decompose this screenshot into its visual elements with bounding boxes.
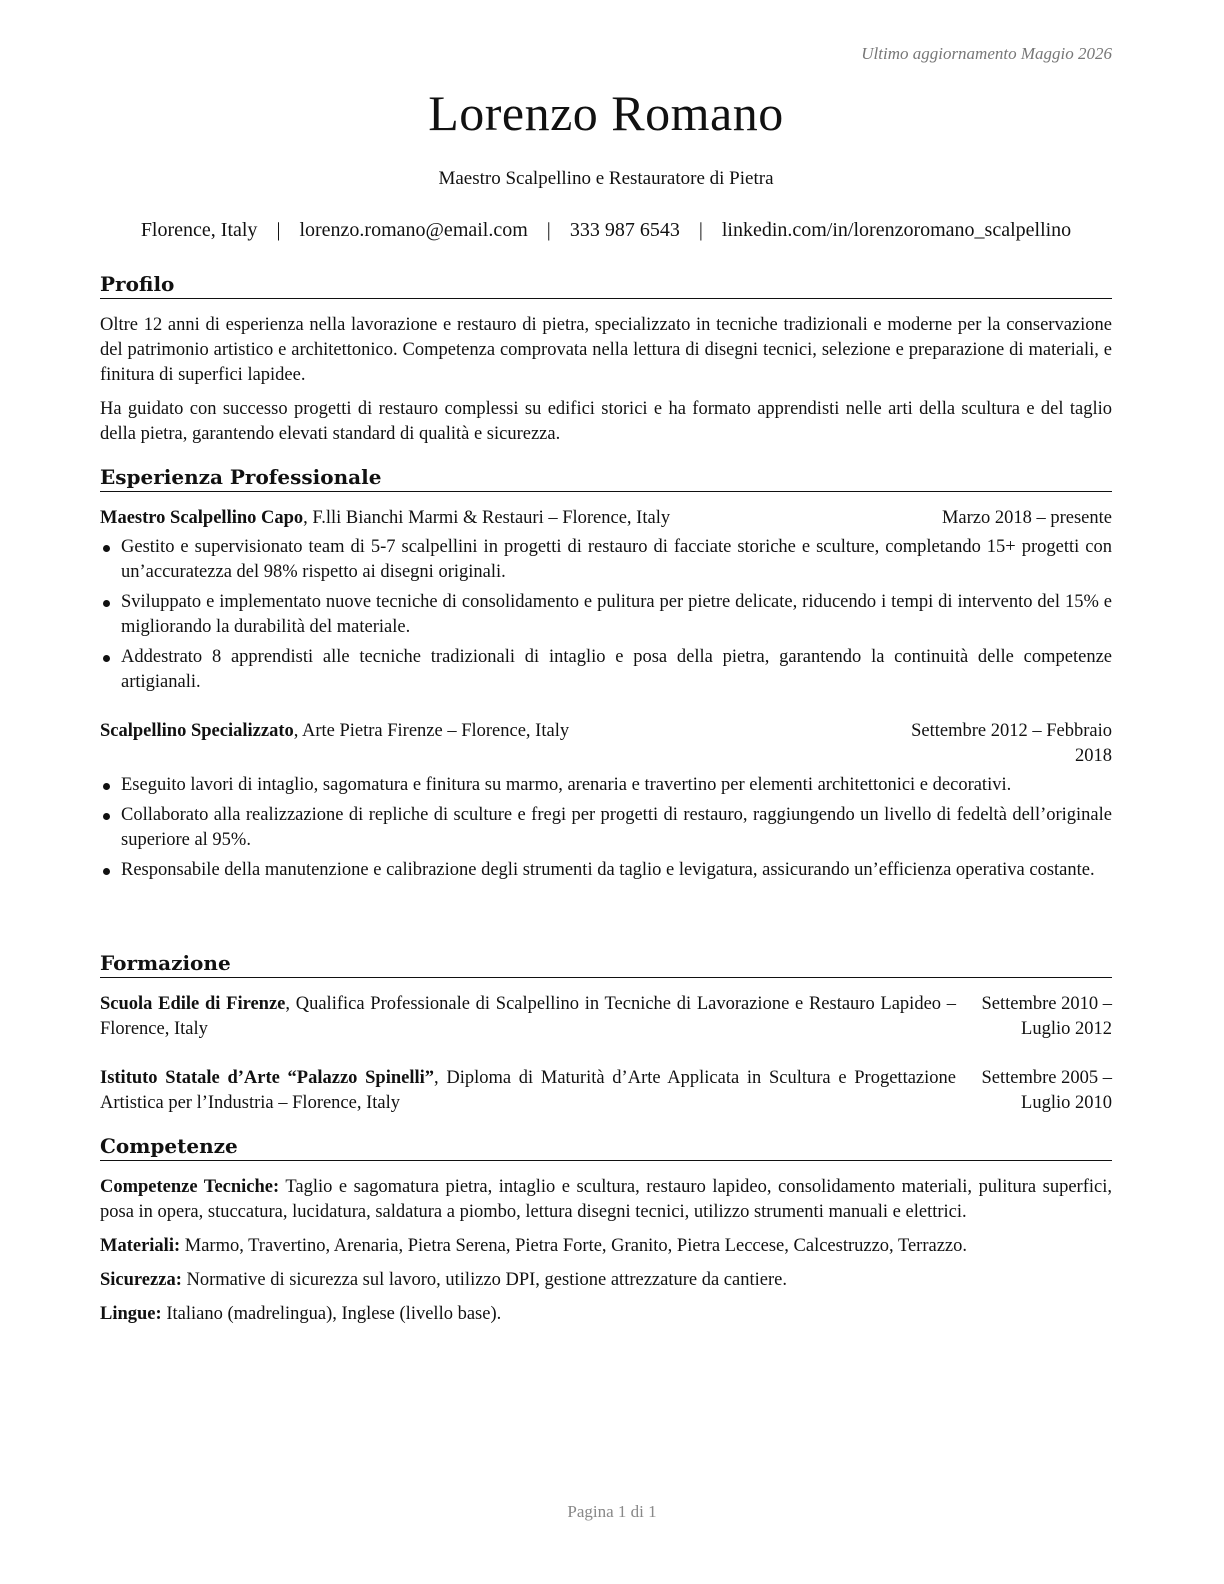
contact-linkedin[interactable]: linkedin.com/in/lorenzoromano_scalpellino bbox=[721, 219, 1072, 241]
page-number: Pagina 1 di 1 bbox=[567, 1502, 657, 1521]
profile-section bbox=[100, 271, 1112, 447]
job-company: , Arte Pietra Firenze – Florence, Italy bbox=[293, 721, 570, 741]
education-dates: Settembre 2005 – Luglio 2010 bbox=[981, 1068, 1112, 1113]
section-title-profile: Profilo bbox=[100, 271, 1112, 299]
contact-location: Florence, Italy bbox=[140, 219, 258, 241]
contact-phone[interactable]: 333 987 6543 bbox=[569, 219, 680, 241]
education-section bbox=[100, 950, 1112, 1116]
skills-section bbox=[100, 1133, 1112, 1327]
contact-separator: | bbox=[546, 219, 551, 241]
bullet-icon bbox=[103, 868, 110, 875]
bullet-icon bbox=[103, 783, 110, 790]
education-school: Istituto Statale d’Arte “Palazzo Spinelli” bbox=[100, 1068, 434, 1088]
bullet-icon bbox=[103, 600, 110, 607]
candidate-title: Maestro Scalpellino e Restauratore di Pietra bbox=[438, 168, 774, 189]
skill-line bbox=[100, 1175, 1112, 1225]
skill-text: Normative di sicurezza sul lavoro, utilizzo DPI, gestione attrezzature da cantiere. bbox=[181, 1270, 787, 1290]
skill-label: Sicurezza: bbox=[100, 1270, 182, 1290]
job-bullet: Responsabile della manutenzione e calibrazione degli strumenti da taglio e levigatura, assicurando un’efficienza operativa costante. bbox=[100, 858, 1112, 883]
job-role: Scalpellino Specializzato bbox=[100, 721, 294, 741]
experience-section bbox=[100, 464, 1112, 883]
last-updated: Ultimo aggiornamento Maggio 2026 bbox=[861, 44, 1112, 63]
skill-line bbox=[100, 1302, 1112, 1327]
contact-separator: | bbox=[698, 219, 703, 241]
section-title-experience: Esperienza Professionale bbox=[100, 464, 1112, 492]
bullet-icon bbox=[103, 813, 110, 820]
job-heading bbox=[100, 719, 872, 744]
job-bullet: Sviluppato e implementato nuove tecniche di consolidamento e pulitura per pietre delicate, riducendo i tempi di intervento del 15% e migliorando la durabilità del materiale. bbox=[100, 590, 1112, 640]
education-dates: Settembre 2010 – Luglio 2012 bbox=[981, 994, 1112, 1039]
education-detail: , Diploma di Maturità d’Arte Applicata in Scultura e Progettazione Artistica per l’Industria – Florence, Italy bbox=[100, 1068, 956, 1113]
education-school: Scuola Edile di Firenze bbox=[100, 994, 286, 1014]
job-heading bbox=[100, 506, 942, 531]
section-title-education: Formazione bbox=[100, 950, 1112, 978]
education-detail: , Qualifica Professionale di Scalpellino in Tecniche di Lavorazione e Restauro Lapideo – Florence, Italy bbox=[100, 994, 957, 1039]
skill-label: Competenze Tecniche: bbox=[100, 1177, 280, 1197]
skill-text: Taglio e sagomatura pietra, intaglio e scultura, restauro lapideo, consolidamento materiali, pulitura superfici, posa in opera, stuccatura, lucidatura, saldatura a piombo, lettura disegni tecnici, utilizzo strumenti manuali e elettrici. bbox=[100, 1177, 1112, 1222]
contact-separator: | bbox=[276, 219, 281, 241]
job-bullet: Eseguito lavori di intaglio, sagomatura e finitura su marmo, arenaria e travertino per elementi architettonici e decorativi. bbox=[100, 773, 1112, 798]
profile-paragraph: Ha guidato con successo progetti di restauro complessi su edifici storici e ha formato apprendisti nelle arti della scultura e del taglio della pietra, garantendo elevati standard di qualità e sicurezza. bbox=[100, 399, 1112, 444]
contact-line bbox=[80, 219, 1132, 242]
skill-text: Italiano (madrelingua), Inglese (livello base). bbox=[161, 1304, 502, 1324]
education-entry bbox=[100, 1066, 1112, 1116]
profile-paragraph: Oltre 12 anni di esperienza nella lavorazione e restauro di pietra, specializzato in tecniche tradizionali e moderne per la conservazione del patrimonio artistico e architettonico. Competenza comprovata nella lettura di disegni tecnici, selezione e preparazione di materiali, e finitura di superfici lapidee. bbox=[100, 315, 1112, 385]
skill-line bbox=[100, 1268, 1112, 1293]
bullet-icon bbox=[103, 545, 110, 552]
job-role: Maestro Scalpellino Capo bbox=[100, 508, 304, 528]
bullet-icon bbox=[103, 655, 110, 662]
candidate-name: Lorenzo Romano bbox=[428, 85, 784, 141]
skill-text: Marmo, Travertino, Arenaria, Pietra Serena, Pietra Forte, Granito, Pietra Leccese, Calcestruzzo, Terrazzo. bbox=[180, 1236, 968, 1256]
skill-label: Materiali: bbox=[100, 1236, 181, 1256]
job-company: , F.lli Bianchi Marmi & Restauri – Florence, Italy bbox=[303, 508, 671, 528]
education-entry bbox=[100, 992, 1112, 1042]
job-entry bbox=[100, 506, 1112, 695]
job-bullet: Collaborato alla realizzazione di repliche di sculture e fregi per progetti di restauro, raggiungendo un livello di fedeltà dell’originale superiore al 95%. bbox=[100, 803, 1112, 853]
skill-label: Lingue: bbox=[100, 1304, 162, 1324]
section-title-skills: Competenze bbox=[100, 1133, 1112, 1161]
contact-email[interactable]: lorenzo.romano@email.com bbox=[299, 219, 528, 241]
job-entry bbox=[100, 719, 1112, 883]
skill-line bbox=[100, 1234, 1112, 1259]
job-dates: Settembre 2012 – Febbraio 2018 bbox=[911, 721, 1112, 766]
job-bullet: Gestito e supervisionato team di 5-7 scalpellini in progetti di restauro di facciate storiche e sculture, completando 15+ progetti con un’accuratezza del 98% rispetto ai disegni originali. bbox=[100, 535, 1112, 585]
job-bullet: Addestrato 8 apprendisti alle tecniche tradizionali di intaglio e posa della pietra, garantendo la continuità delle competenze artigianali. bbox=[100, 645, 1112, 695]
job-dates: Marzo 2018 – presente bbox=[941, 508, 1112, 528]
